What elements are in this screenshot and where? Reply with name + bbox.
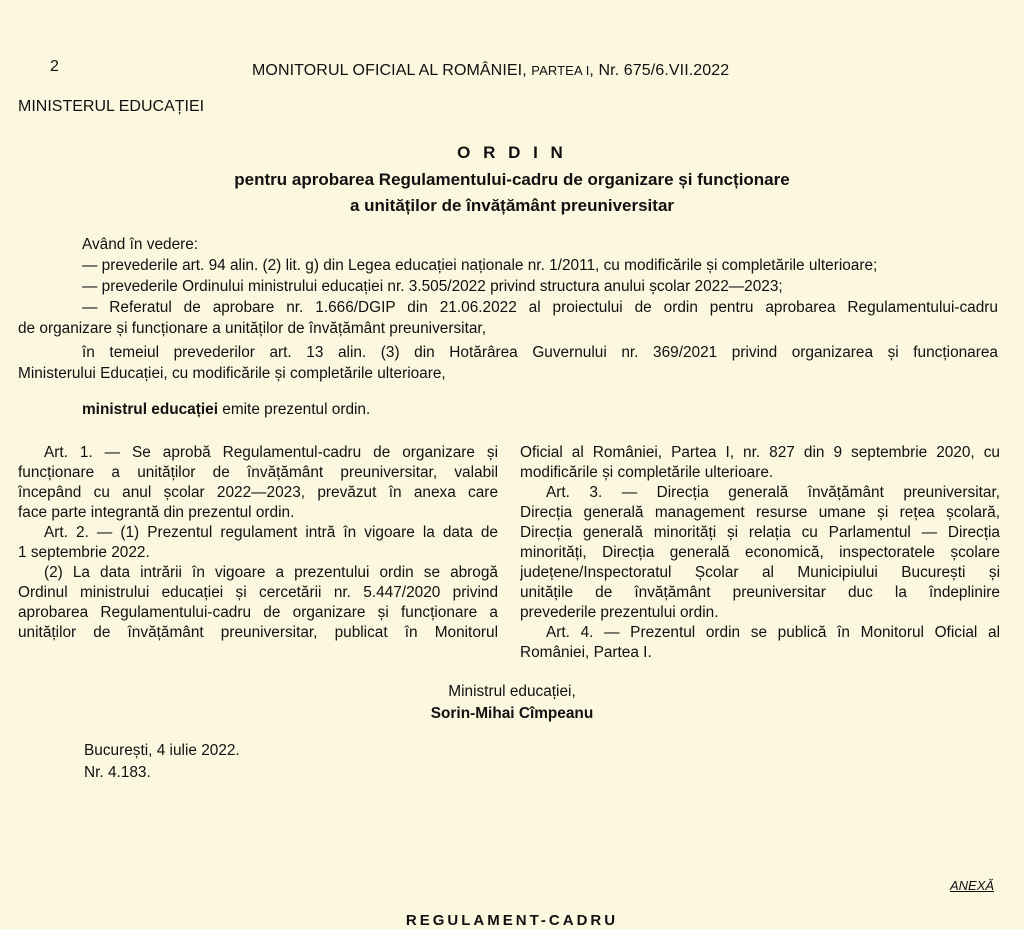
minister-title: ministrul educației bbox=[82, 401, 218, 418]
annex-label: ANEXĂ bbox=[950, 878, 995, 893]
column-line: (2) La data intrării în vigoare a prezentului ordin se abrogă bbox=[44, 564, 498, 581]
document-type: O R D I N bbox=[457, 143, 567, 162]
column-line: Art. 2. — (1) Prezentul regulament intră în vigoare la data de bbox=[44, 524, 498, 541]
column-line: Ordinul ministrului educației și cercetării nr. 5.447/2020 privind bbox=[18, 584, 498, 601]
preamble-item-3-line-2: de organizare și funcționare a unităților de învățământ preuniversitar, bbox=[18, 320, 486, 337]
column-line: unitățile de învățământ preuniversitar duc la îndeplinire bbox=[520, 584, 1000, 601]
publication-issue: , Nr. 675/6.VII.2022 bbox=[589, 62, 730, 79]
articles-left-column bbox=[18, 443, 498, 643]
column-line: începând cu anul școlar 2022—2023, prevăzut în anexa care bbox=[18, 484, 498, 501]
publication-part: PARTEA I bbox=[531, 63, 590, 78]
preamble-intro: Având în vedere: bbox=[82, 236, 199, 253]
column-line: Art. 3. — Direcția generală învățământ preuniversitar, bbox=[546, 484, 1000, 501]
order-number: Nr. 4.183. bbox=[84, 764, 151, 781]
column-line: aprobarea Regulamentului-cadru de organizare și funcționare a bbox=[18, 604, 498, 621]
column-line: Direcția generală minorități și relația cu Parlamentul — Direcția bbox=[520, 524, 1000, 541]
preamble-item-1: — prevederile art. 94 alin. (2) lit. g) din Legea educației naționale nr. 1/2011, cu modificările și completările ulterioare; bbox=[82, 257, 878, 274]
column-line: unităților de învățământ preuniversitar, publicat în Monitorul bbox=[18, 624, 498, 641]
enacting-text: emite prezentul ordin. bbox=[217, 401, 371, 418]
document-title-line-1: pentru aprobarea Regulamentului-cadru de organizare și funcționare bbox=[234, 170, 790, 189]
document-title-line-2: a unităților de învățământ preuniversitar bbox=[349, 196, 675, 215]
signatory-role: Ministrul educației, bbox=[448, 683, 576, 700]
articles-right-column bbox=[520, 443, 1000, 663]
legal-basis-line-1: în temeiul prevederilor art. 13 alin. (3) din Hotărârea Guvernului nr. 369/2021 privind organizarea și funcționarea bbox=[82, 344, 998, 361]
page-number: 2 bbox=[50, 58, 59, 75]
issuer-name: MINISTERUL EDUCAȚIEI bbox=[18, 98, 205, 115]
column-line: 1 septembrie 2022. bbox=[18, 544, 150, 561]
next-section-heading: REGULAMENT-CADRU bbox=[405, 912, 619, 929]
column-line: Direcția generală management resurse umane și rețea școlară, bbox=[520, 504, 1000, 521]
column-line: județene/Inspectoratul Școlar al Municipiului București și bbox=[520, 564, 1000, 581]
column-line: Art. 1. — Se aprobă Regulamentul-cadru de organizare și bbox=[44, 444, 498, 461]
preamble-item-2: — prevederile Ordinului ministrului educației nr. 3.505/2022 privind structura anului școlar 2022—2023; bbox=[82, 278, 783, 295]
column-line: României, Partea I. bbox=[520, 644, 652, 661]
signatory-name: Sorin-Mihai Cîmpeanu bbox=[430, 705, 594, 722]
column-line: Oficial al României, Partea I, nr. 827 din 9 septembrie 2020, cu bbox=[520, 444, 1000, 461]
running-header bbox=[252, 62, 729, 80]
column-line: funcționare a unităților de învățământ preuniversitar, valabil bbox=[18, 464, 498, 481]
publication-name: MONITORUL OFICIAL AL ROMÂNIEI, bbox=[252, 62, 527, 79]
column-line: modificările și completările ulterioare. bbox=[520, 464, 774, 481]
enacting-clause bbox=[82, 401, 370, 419]
column-line: minorități, Direcția generală economică, inspectoratele școlare bbox=[520, 544, 1000, 561]
legal-basis-line-2: Ministerului Educației, cu modificările și completările ulterioare, bbox=[18, 365, 446, 382]
column-line: Art. 4. — Prezentul ordin se publică în Monitorul Oficial al bbox=[546, 624, 1000, 641]
column-line: prevederile prezentului ordin. bbox=[520, 604, 719, 621]
place-date: București, 4 iulie 2022. bbox=[84, 742, 240, 759]
preamble-item-3-line-1: — Referatul de aprobare nr. 1.666/DGIP din 21.06.2022 al proiectului de ordin pentru aprobarea Regulamentului-cadru bbox=[82, 299, 998, 316]
column-line: face parte integrantă din prezentul ordin. bbox=[18, 504, 295, 521]
